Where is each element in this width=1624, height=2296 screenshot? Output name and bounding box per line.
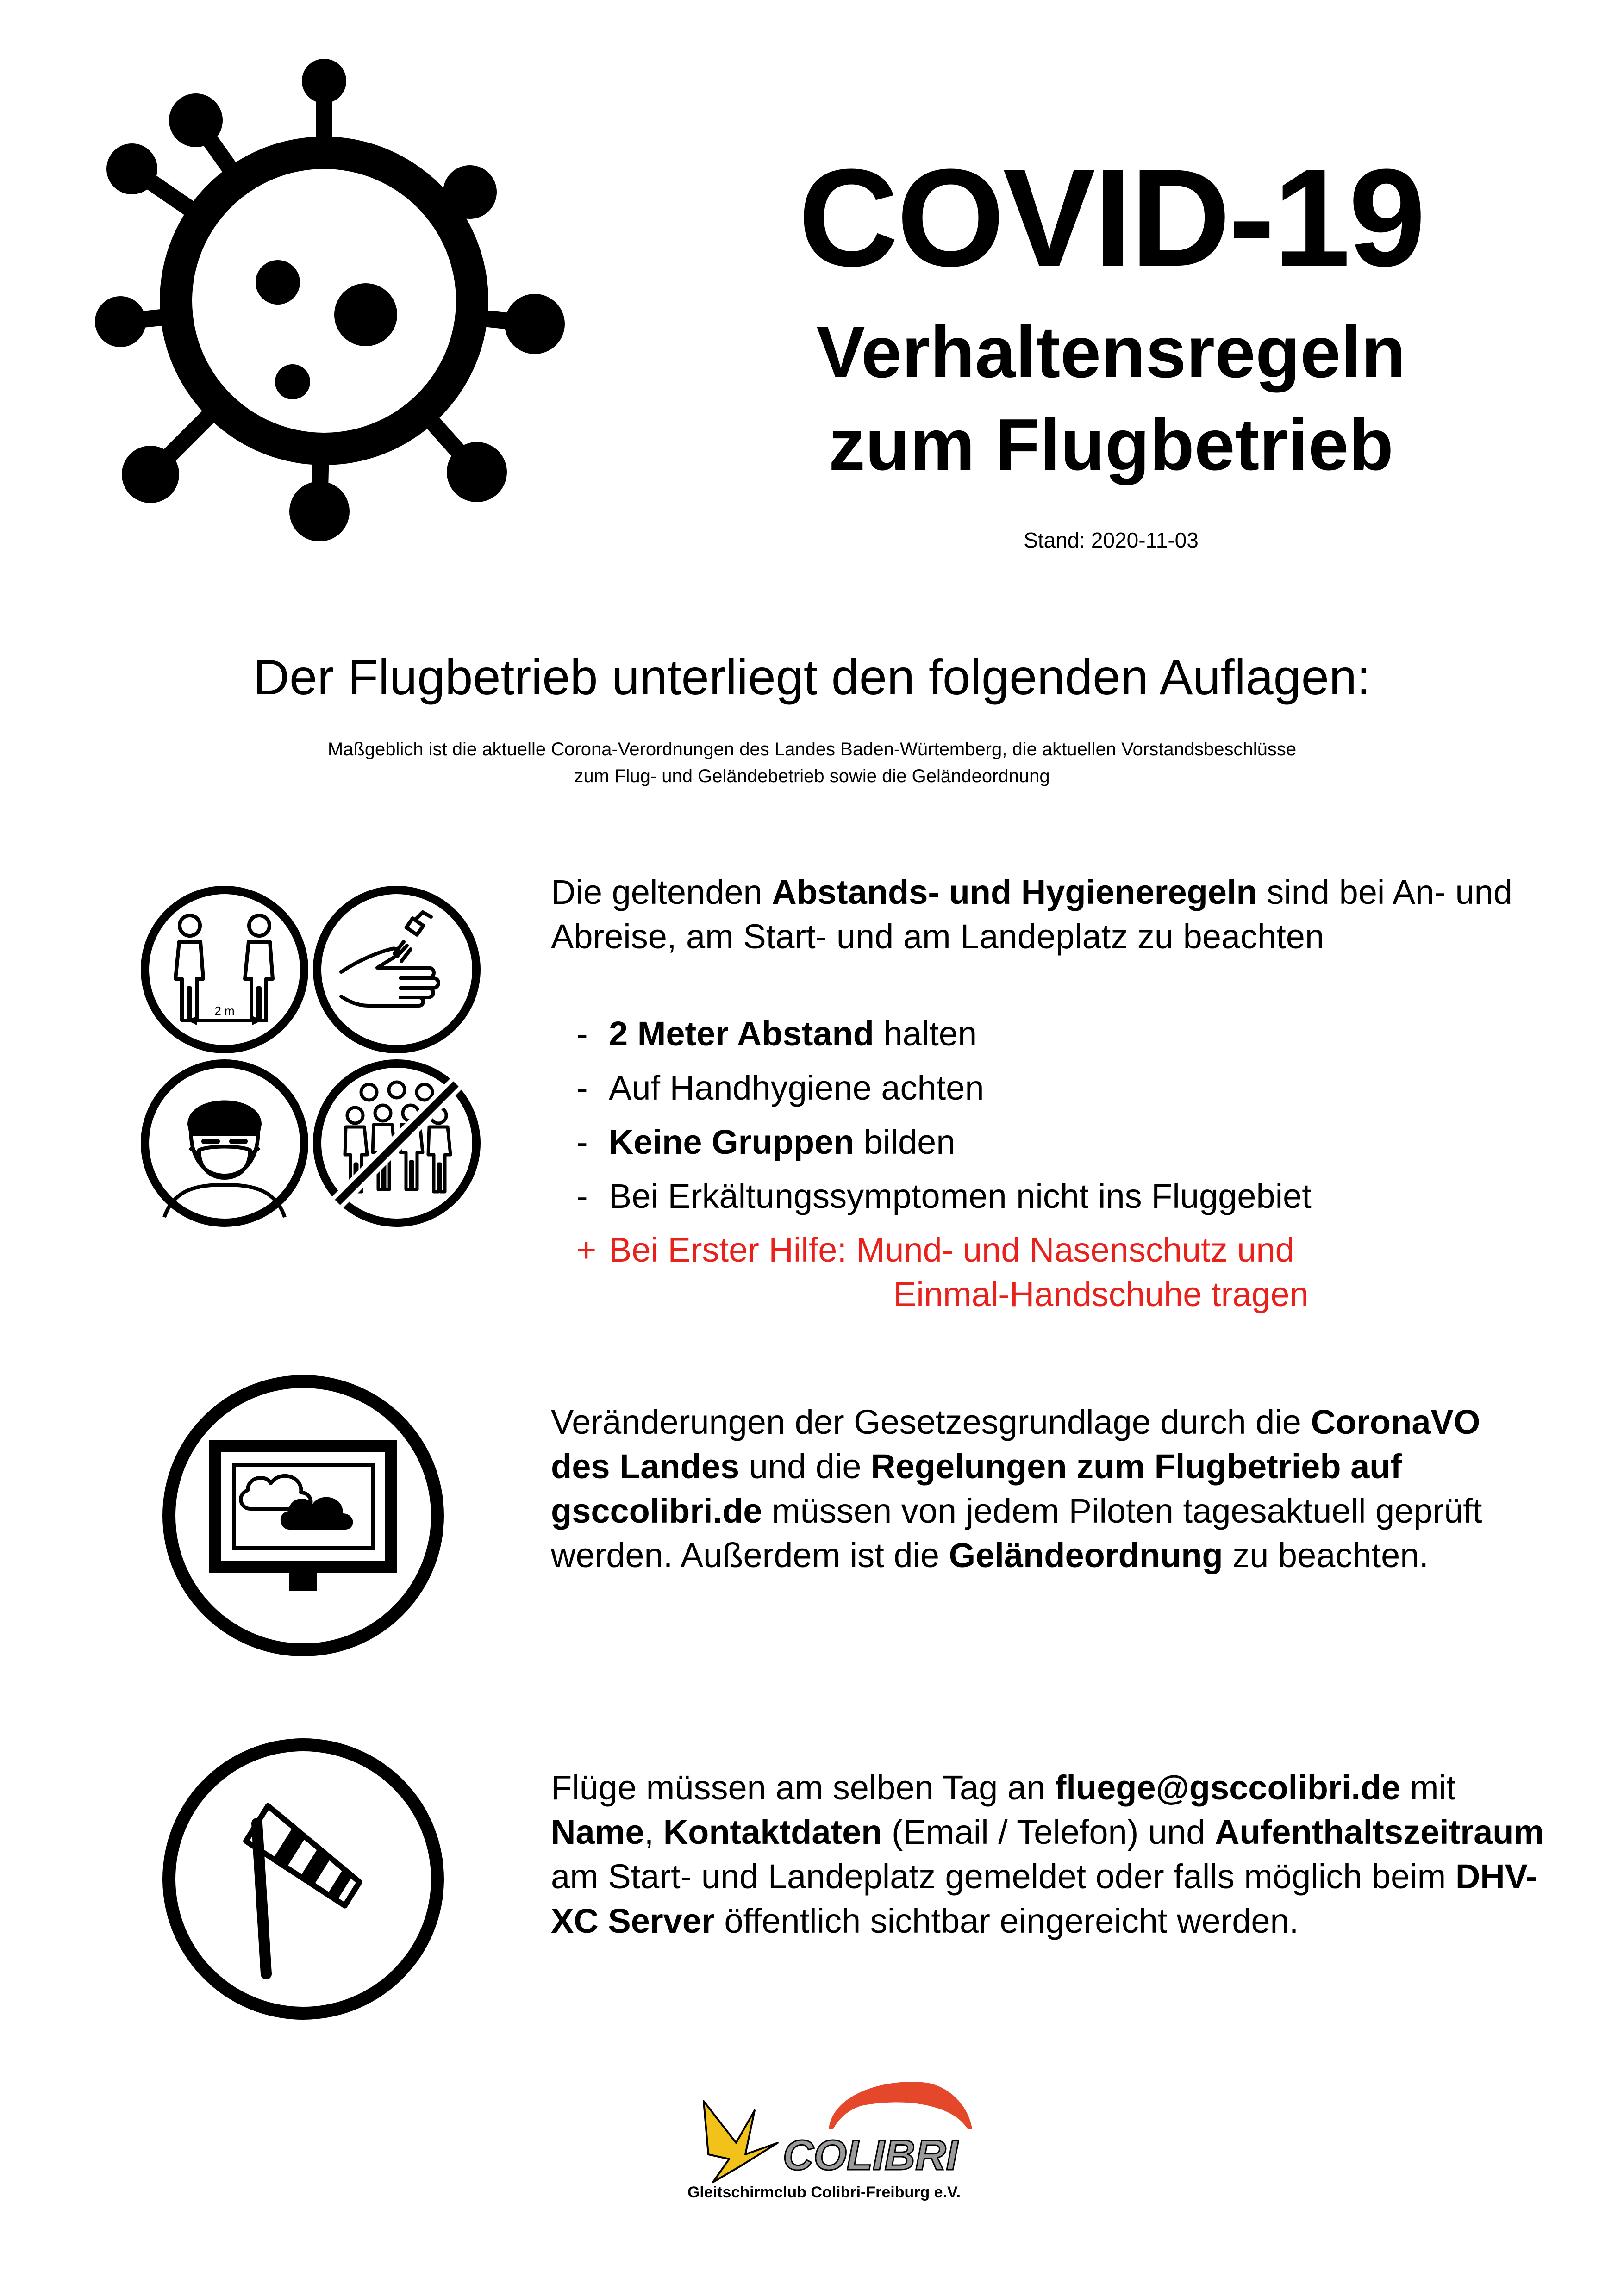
list-item — [576, 1061, 1572, 1115]
list-marker: - — [576, 1123, 588, 1161]
list-item-text: Bei Erkältungssymptomen nicht ins Fluggebiet — [609, 1177, 1312, 1215]
section3-bold-aufenthalt: Aufenthaltszeitraum — [1214, 1813, 1544, 1851]
distance-label: 2 m — [214, 1004, 235, 1018]
hand-sanitizer-icon — [309, 882, 485, 1058]
section2-text-2: und die — [739, 1447, 871, 1486]
logo-word: COLIBRI — [782, 2132, 958, 2179]
intro-note — [0, 736, 1624, 790]
subtitle-line-1: Verhaltensregeln — [816, 311, 1406, 393]
list-item-bold: Keine Gruppen — [609, 1123, 855, 1161]
section3-bold-name: Name — [551, 1813, 644, 1851]
intro-heading: Der Flugbetrieb unterliegt den folgenden Auflagen: — [253, 649, 1371, 705]
list-marker: - — [576, 1177, 588, 1215]
distance-2m-icon — [137, 882, 312, 1058]
list-item-bold: 2 Meter Abstand — [609, 1014, 874, 1053]
section1-bold-rules: Abstands- und Hygieneregeln — [772, 873, 1257, 911]
section2-bold-coronavo: CoronaVO des Landes — [551, 1403, 1480, 1486]
intro-note-line-2: zum Flug- und Geländebetrieb sowie die Geländeordnung — [574, 766, 1050, 786]
section2-bold-gelaendeordnung: Geländeordnung — [949, 1536, 1223, 1574]
list-item-text: bilden — [854, 1123, 956, 1161]
section3-paragraph — [551, 1766, 1546, 1943]
page-title: COVID-19 — [798, 140, 1424, 295]
section2-text-4: zu beachten. — [1223, 1536, 1429, 1574]
rules-list — [576, 1007, 1572, 1317]
list-marker: - — [576, 1069, 588, 1107]
section3-bold-email: fluege@gsccolibri.de — [1055, 1768, 1401, 1807]
list-item — [576, 1169, 1572, 1223]
section3-text-3: , — [644, 1813, 663, 1851]
date-stand: Stand: 2020-11-03 — [1024, 528, 1199, 552]
section1-text-a: Die geltenden — [551, 873, 772, 911]
section3-text-5: am Start- und Landeplatz gemeldet oder falls möglich beim — [551, 1857, 1455, 1896]
first-aid-item — [576, 1228, 1572, 1317]
section2-text-3: müssen von jedem Piloten tagesaktuell geprüft werden. Außerdem ist die — [551, 1492, 1482, 1574]
list-item-text: Auf Handhygiene achten — [609, 1069, 984, 1107]
list-item — [576, 1115, 1572, 1169]
first-aid-line-2: Einmal-Handschuhe tragen — [893, 1275, 1309, 1313]
section1-text-c: sind bei An- und Abreise, am Start- und am Landeplatz zu beachten — [551, 873, 1512, 956]
section2-paragraph — [551, 1400, 1546, 1578]
face-mask-icon — [137, 1055, 312, 1231]
windsock-icon — [157, 1733, 449, 2025]
virus-icon — [79, 56, 569, 546]
list-item — [576, 1007, 1572, 1061]
list-marker: - — [576, 1014, 588, 1053]
list-marker: + — [576, 1231, 597, 1269]
section2-text-1: Veränderungen der Gesetzesgrundlage durch die — [551, 1403, 1311, 1441]
list-item-text: halten — [874, 1014, 977, 1053]
section3-text-1: Flüge müssen am selben Tag an — [551, 1768, 1055, 1807]
monitor-weather-icon — [157, 1370, 449, 1661]
bird-icon — [704, 2101, 778, 2182]
section3-text-6: öffentlich sichtbar eingereicht werden. — [714, 1902, 1299, 1940]
intro-note-line-1: Maßgeblich ist die aktuelle Corona-Verordnungen des Landes Baden-Würtemberg, die aktuellen Vorstandsbeschlüsse — [327, 739, 1297, 759]
first-aid-line-1: Bei Erster Hilfe: Mund- und Nasenschutz und — [609, 1231, 1294, 1269]
section1-paragraph — [551, 870, 1546, 959]
paraglider-wing-icon — [829, 2082, 972, 2129]
section2-bold-regelungen: Regelungen zum Flugbetrieb auf gsccolibri.de — [551, 1447, 1402, 1530]
section3-bold-kontaktdaten: Kontaktdaten — [663, 1813, 882, 1851]
club-logo — [648, 2073, 1000, 2184]
no-groups-icon — [309, 1055, 485, 1231]
subtitle-line-2: zum Flugbetrieb — [828, 404, 1394, 485]
club-name: Gleitschirmclub Colibri-Freiburg e.V. — [687, 2184, 961, 2201]
section3-text-2: mit — [1400, 1768, 1456, 1807]
section3-text-4: (Email / Telefon) und — [882, 1813, 1215, 1851]
section3-bold-dhv: DHV-XC Server — [551, 1857, 1537, 1940]
